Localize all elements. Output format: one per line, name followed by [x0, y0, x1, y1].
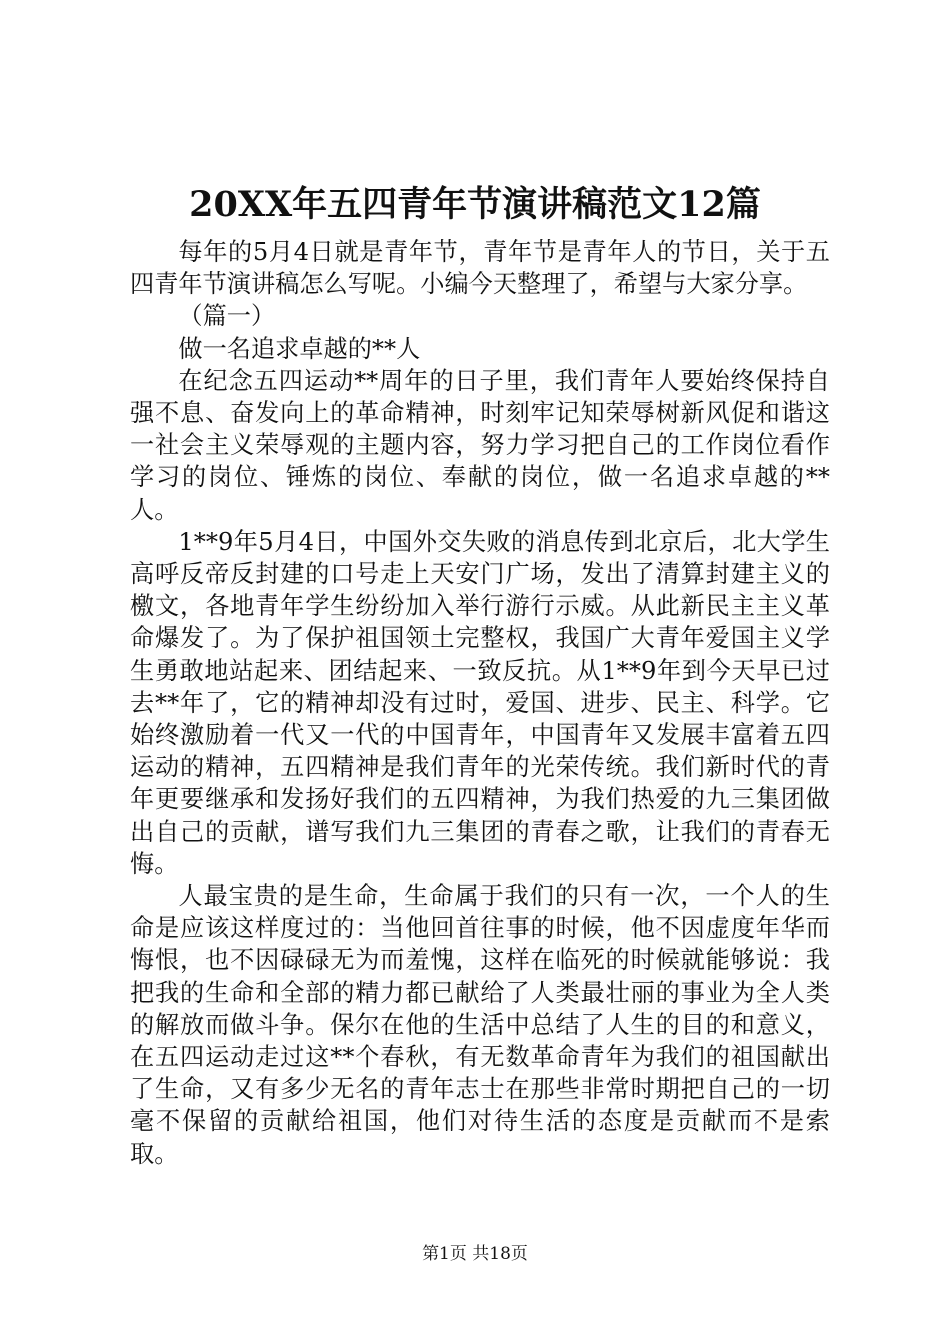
document-body	[130, 236, 830, 1170]
page-number-footer: 第1页 共18页	[422, 1244, 528, 1264]
body-paragraph: 在纪念五四运动**周年的日子里，我们青年人要始终保持自强不息、奋发向上的革命精神，时刻牢记知荣辱树新风促和谐这一社会主义荣辱观的主题内容，努力学习把自己的工作岗位看作学习的岗位、锤炼的岗位、奉献的岗位，做一名追求卓越的**人。	[130, 366, 830, 524]
section-label: （篇一）	[178, 302, 276, 331]
body-paragraph: 人最宝贵的是生命，生命属于我们的只有一次，一个人的生命是应该这样度过的：当他回首往事的时候，他不因虚度年华而悔恨，也不因碌碌无为而羞愧，这样在临死的时候就能够说：我把我的生命和全部的精力都已献给了人类最壮丽的事业为全人类的解放而做斗争。保尔在他的生活中总结了人生的目的和意义，在五四运动走过这**个春秋，有无数革命青年为我们的祖国献出了生命，又有多少无名的青年志士在那些非常时期把自己的一切毫不保留的贡献给祖国，他们对待生活的态度是贡献而不是索取。	[130, 882, 830, 1168]
document-title: 20XX年五四青年节演讲稿范文12篇	[189, 184, 761, 225]
intro-paragraph: 每年的5月4日就是青年节，青年节是青年人的节日，关于五四青年节演讲稿怎么写呢。小编今天整理了，希望与大家分享。	[130, 238, 830, 299]
speech-heading: 做一名追求卓越的**人	[178, 334, 421, 363]
body-paragraph: 1**9年5月4日，中国外交失败的消息传到北京后，北大学生高呼反帝反封建的口号走上天安门广场，发出了清算封建主义的檄文，各地青年学生纷纷加入举行游行示威。从此新民主主义革命爆发了。为了保护祖国领土完整权，我国广大青年爱国主义学生勇敢地站起来、团结起来、一致反抗。从1**9年到今天早已过去**年了，它的精神却没有过时，爱国、进步、民主、科学。它始终激励着一代又一代的中国青年，中国青年又发展丰富着五四运动的精神，五四精神是我们青年的光荣传统。我们新时代的青年更要继承和发扬好我们的五四精神，为我们热爱的九三集团做出自己的贡献，谱写我们九三集团的青春之歌，让我们的青春无悔。	[130, 527, 830, 878]
